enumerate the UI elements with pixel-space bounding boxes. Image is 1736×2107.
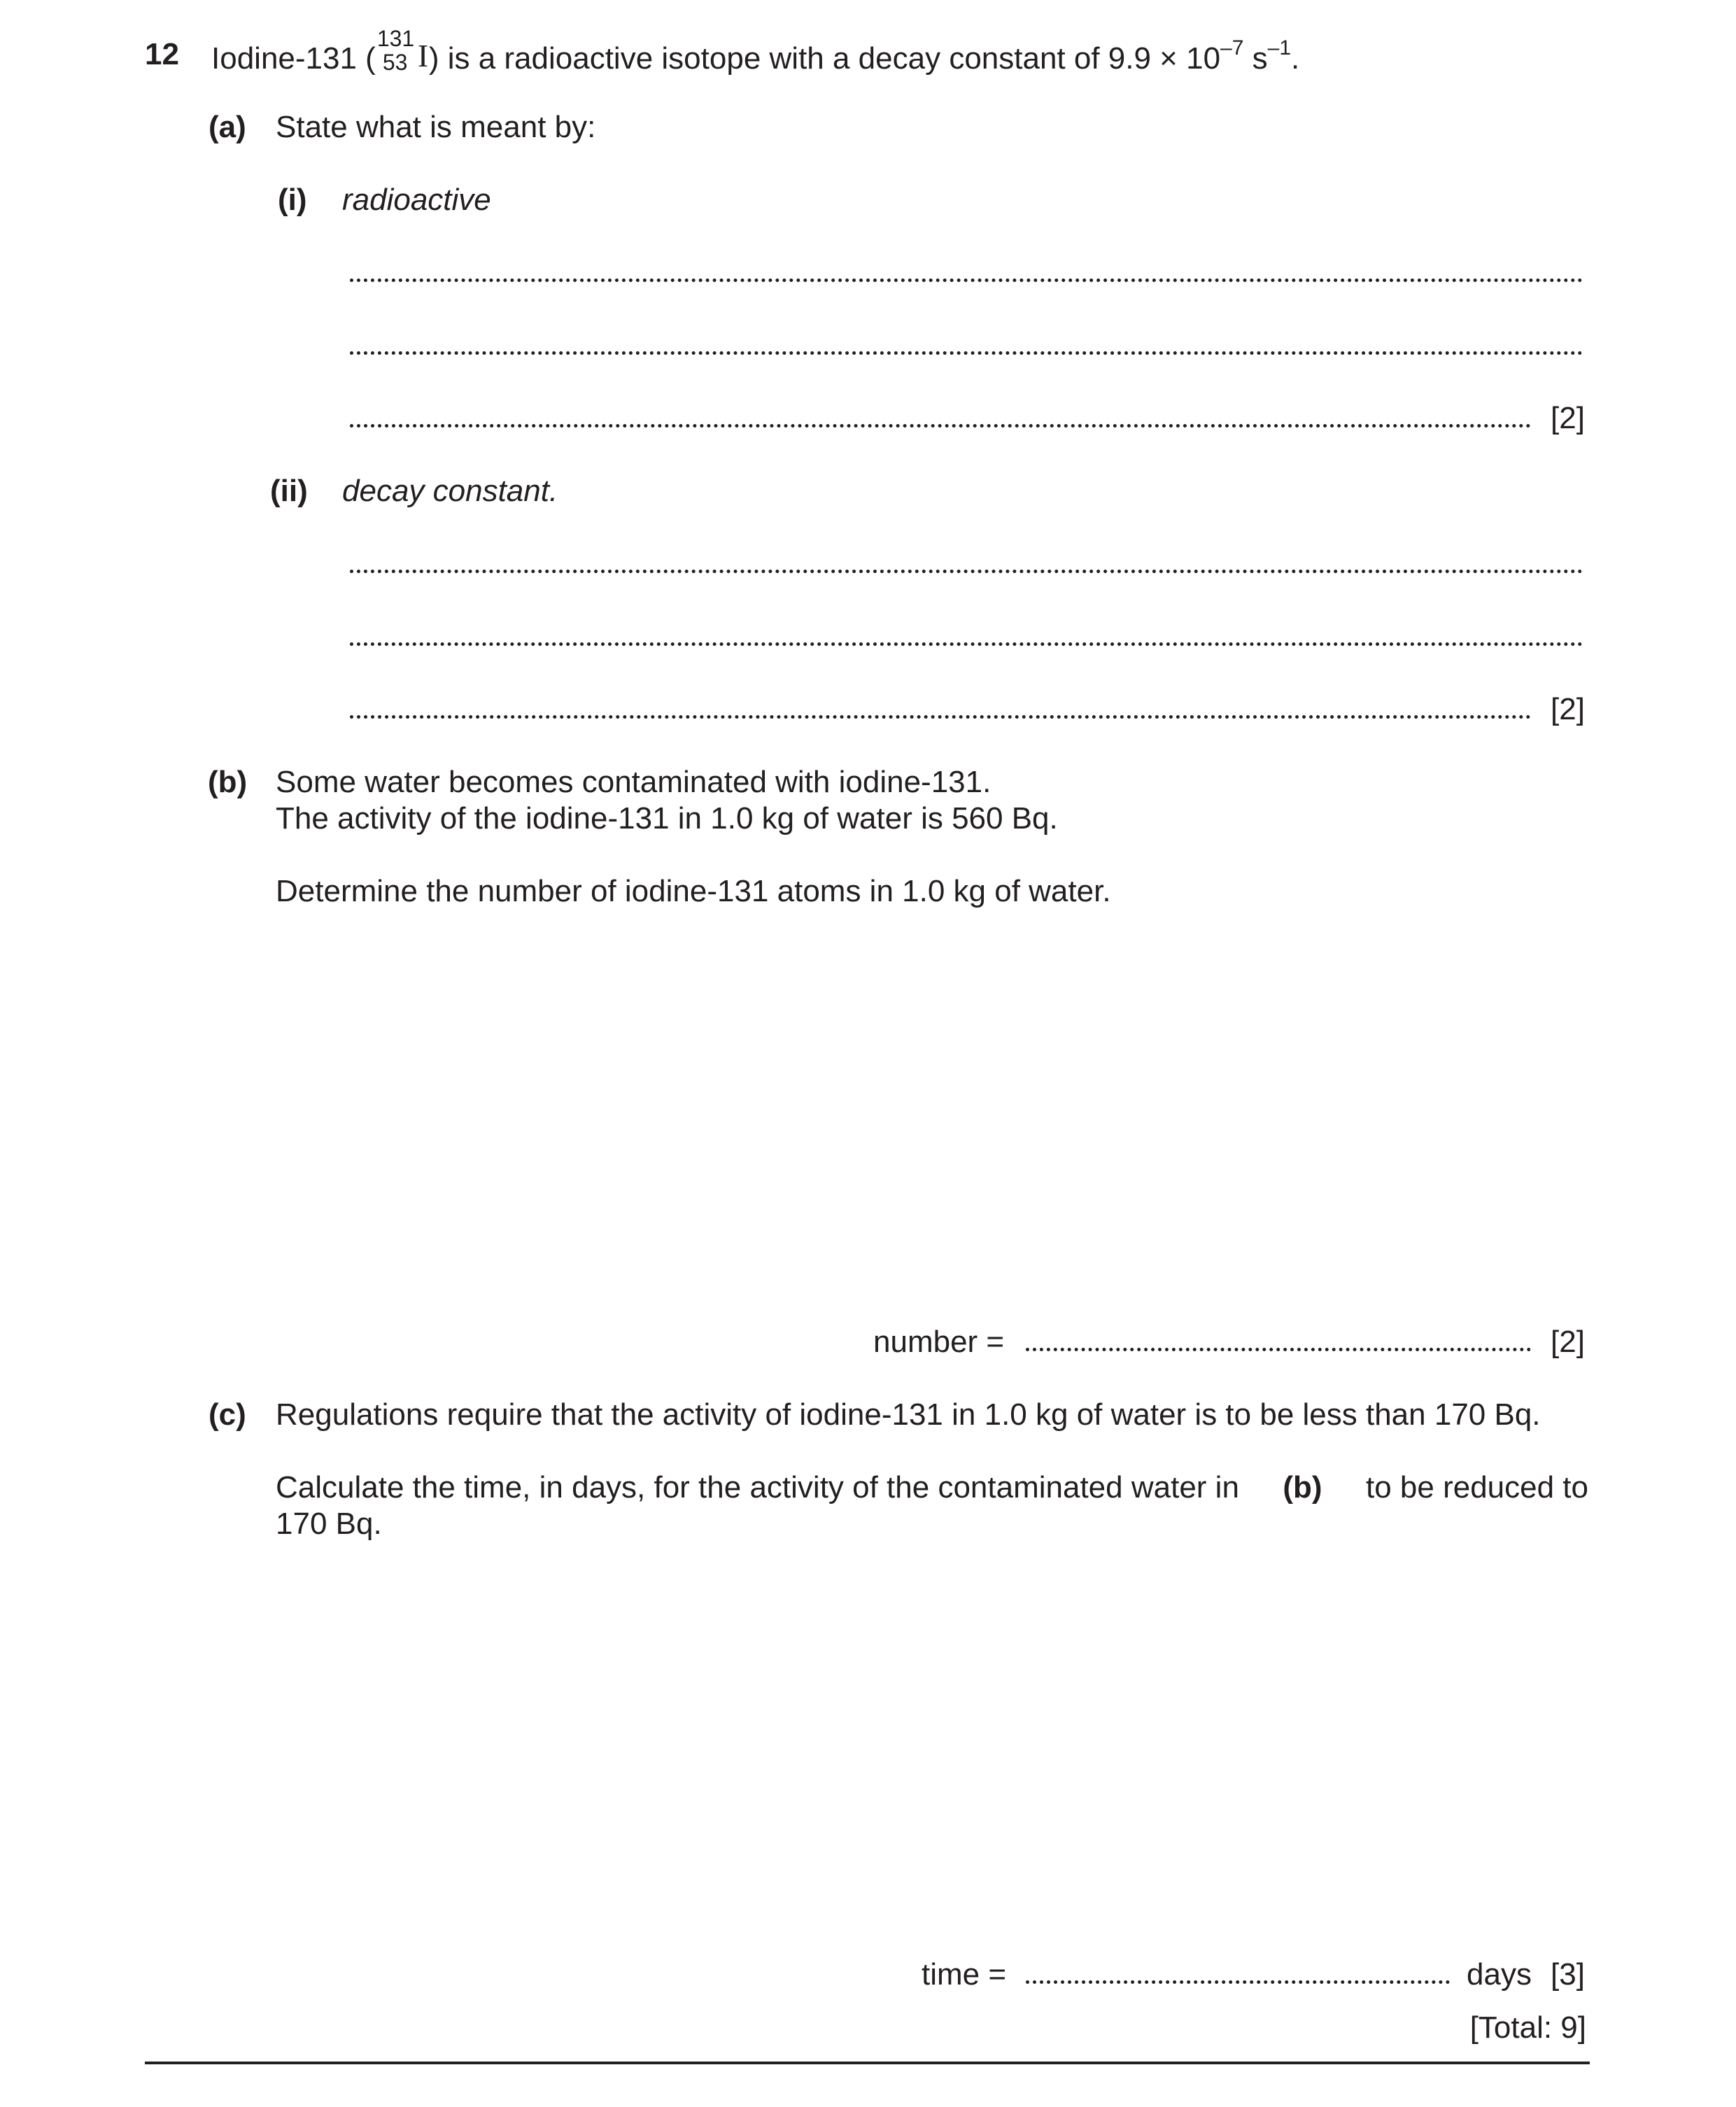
part-a-ii-text: decay constant. [342,474,558,508]
question-intro [211,26,1300,78]
isotope-mass-number: 131 [376,26,415,51]
number-answer-label: number = [873,1325,1005,1359]
part-c-line2-ref: (b) [1283,1470,1322,1505]
isotope-atomic-number: 53 [382,50,408,75]
part-c-line2-start: Calculate the time, in days, for the activity of the contaminated water in [276,1470,1239,1505]
intro-text-mid: ) is a radioactive isotope with a decay constant of 9.9 × 10 [428,41,1221,76]
isotope-notation [376,26,429,75]
answer-line-a-i-3[interactable] [350,424,1531,428]
marks-a-i: [2] [1551,401,1585,435]
part-b-line1: Some water becomes contaminated with iodine-131. [276,765,992,799]
part-c-line2-end: to be reduced to [1365,1470,1588,1505]
marks-c: [3] [1551,1957,1585,1992]
part-c-label: (c) [209,1397,246,1432]
answer-line-a-ii-3[interactable] [350,715,1531,719]
number-answer-line[interactable] [1026,1348,1531,1351]
marks-b: [2] [1551,1325,1585,1359]
isotope-symbol: I [417,38,429,73]
question-number: 12 [145,37,179,71]
intro-period: . [1291,41,1300,76]
time-answer-unit: days [1467,1957,1532,1992]
time-answer-line[interactable] [1026,1980,1450,1984]
marks-a-ii: [2] [1551,692,1585,726]
answer-line-a-i-1[interactable] [350,279,1583,282]
end-of-question-rule [145,2062,1590,2064]
answer-line-a-ii-2[interactable] [350,642,1583,646]
part-c-line3: 170 Bq. [276,1507,382,1541]
answer-line-a-i-2[interactable] [350,351,1583,355]
answer-line-a-ii-1[interactable] [350,570,1583,573]
time-answer-label: time = [922,1957,1007,1992]
part-c-line1: Regulations require that the activity of iodine-131 in 1.0 kg of water is to be less than 170 Bq. [276,1397,1541,1432]
total-marks: [Total: 9] [1469,2010,1586,2045]
part-a-text: State what is meant by: [276,110,596,144]
intro-text-start: Iodine-131 ( [211,41,376,76]
part-a-ii-label: (ii) [270,474,308,508]
part-c-line2 [276,1470,1588,1507]
exponent-minus-1: –1 [1267,36,1292,59]
part-b-label: (b) [208,765,248,799]
part-a-i-text: radioactive [342,183,491,217]
part-b-line3: Determine the number of iodine-131 atoms in 1.0 kg of water. [276,874,1111,908]
part-a-i-label: (i) [278,183,307,217]
part-b-line2: The activity of the iodine-131 in 1.0 kg of water is 560 Bq. [276,801,1058,836]
unit-seconds: s [1243,41,1268,76]
part-a-label: (a) [209,110,246,144]
exponent-minus-7: –7 [1220,36,1244,59]
